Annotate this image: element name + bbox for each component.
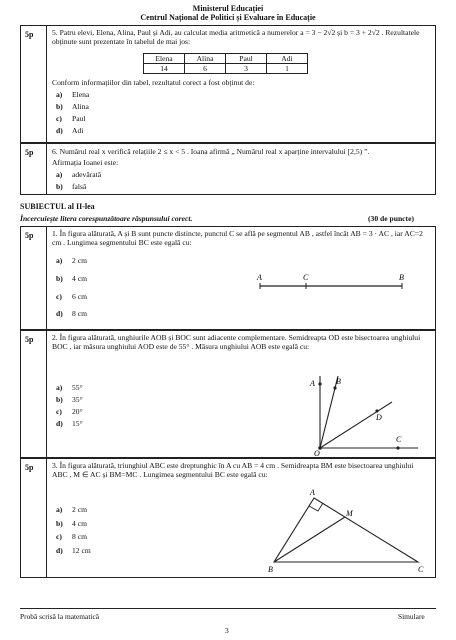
option-b[interactable]: b) 4 cm xyxy=(56,274,87,283)
s2-question-1-text: 1. În figura alăturată, A și B sunt puncte distincte, punctul C se află pe segmentul AB , astfel încât AB = 3 · AC , iar AC=2 cm . Lungimea segmentului BC este egală cu: xyxy=(52,229,423,247)
option-b[interactable]: b) 4 cm xyxy=(56,519,87,528)
results-table xyxy=(143,53,308,74)
question-6-text: 6. Numărul real x verifică relațiile 2 ≤ x < 5 . Ioana afirmă „ Numărul real x aparține intervalului [2,5) ”. xyxy=(52,147,370,156)
option-b[interactable]: b) Alina xyxy=(56,102,89,111)
label-c: C xyxy=(303,273,309,282)
option-d[interactable]: d) 15° xyxy=(56,419,83,428)
label-b: B xyxy=(268,565,273,574)
table-header-adi: Adi xyxy=(267,54,308,64)
table-value-paul: 3 xyxy=(226,64,267,74)
table-value-adi: 1 xyxy=(267,64,308,74)
section-title: SUBIECTUL al II-lea xyxy=(20,202,95,211)
segment-figure xyxy=(250,270,420,296)
table-header-paul: Paul xyxy=(226,54,267,64)
point-c xyxy=(396,446,399,449)
option-d[interactable]: d) 12 cm xyxy=(56,546,91,555)
label-m: M xyxy=(346,509,353,518)
table-header-elena: Elena xyxy=(144,54,185,64)
option-b[interactable]: b) 35° xyxy=(56,395,83,404)
option-c[interactable]: c) Paul xyxy=(56,114,86,123)
s2-question-2-points: 5p xyxy=(25,335,34,344)
s2-question-3-text: 3. În figura alăturată, triunghiul ABC este dreptunghic în A cu AB = 4 cm . Semidreapta BM este bisectoarea unghiului ABC , M ∈ AC și BM=MC . Lungimea segmentului BC este egală cu: xyxy=(52,461,414,479)
label-o: O xyxy=(314,449,320,456)
label-d: D xyxy=(376,413,382,422)
section-instruction: Încercuiește litera corespunzătoare răspunsului corect. xyxy=(20,214,193,223)
option-c[interactable]: c) 20° xyxy=(56,407,83,416)
table-value-alina: 6 xyxy=(185,64,226,74)
option-c[interactable]: c) 6 cm xyxy=(56,292,87,301)
question-6-prompt: Afirmația Ioanei este: xyxy=(52,158,119,167)
option-a[interactable]: a) adevărată xyxy=(56,170,102,179)
label-c: C xyxy=(418,565,424,574)
s2-question-1-points: 5p xyxy=(25,231,34,240)
triangle-figure xyxy=(262,486,432,574)
section-points: (30 de puncte) xyxy=(368,214,414,223)
table-value-elena: 14 xyxy=(144,64,185,74)
label-a: A xyxy=(310,488,315,497)
angle-figure xyxy=(300,368,425,456)
s2-question-3-points: 5p xyxy=(25,463,34,472)
ray-od xyxy=(320,402,392,448)
option-a[interactable]: a) Elena xyxy=(56,90,90,99)
ministry-name: Ministerul Educației xyxy=(192,4,264,13)
option-d[interactable]: d) 8 cm xyxy=(56,309,87,318)
page-number: 3 xyxy=(225,626,229,635)
right-angle-mark xyxy=(309,503,323,511)
footer-left: Probă scrisă la matematică xyxy=(20,612,100,621)
point-b xyxy=(333,386,336,389)
label-b: B xyxy=(336,377,341,386)
label-a: A xyxy=(257,273,262,282)
point-a xyxy=(318,382,321,385)
question-5-text: 5. Patru elevi, Elena, Alina, Paul și Adi, au calculat media aritmetică a numerelor a = 3 − 2√2 și b = 3 + 2√2 . Rezultatele obținute sunt prezentate în tabelul de mai jos: xyxy=(52,28,420,46)
center-name: Centrul Național de Politici și Evaluare în Educație xyxy=(140,13,316,22)
option-a[interactable]: a) 55° xyxy=(56,383,83,392)
question-6-points: 5p xyxy=(25,148,34,157)
option-a[interactable]: a) 2 cm xyxy=(56,256,87,265)
triangle-abc xyxy=(274,498,418,562)
s2-question-2-text: 2. În figura alăturată, unghiurile AOB și BOC sunt adiacente complementare. Semidreapta OD este bisectoarea unghiului BOC , iar măsura unghiului AOD este de 55° . Măsura unghiului AOB este egală cu: xyxy=(52,333,421,351)
label-c: C xyxy=(396,435,402,444)
option-b[interactable]: b) falsă xyxy=(56,182,87,191)
label-b: B xyxy=(399,273,404,282)
table-header-alina: Alina xyxy=(185,54,226,64)
label-a: A xyxy=(310,379,315,388)
question-5-prompt: Conform informațiilor din tabel, rezultatul corect a fost obținut de: xyxy=(52,78,255,87)
question-5-points: 5p xyxy=(25,30,34,39)
footer-right: Simulare xyxy=(398,612,425,621)
option-c[interactable]: c) 8 cm xyxy=(56,532,87,541)
option-d[interactable]: d) Adi xyxy=(56,126,84,135)
option-a[interactable]: a) 2 cm xyxy=(56,505,87,514)
segment-bm xyxy=(274,517,345,562)
